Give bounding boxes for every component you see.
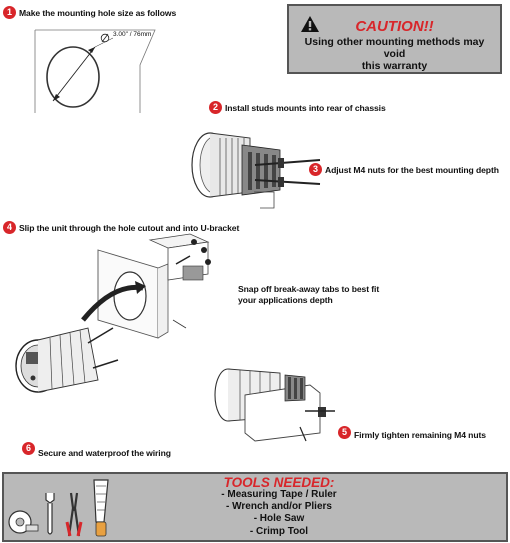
step-5-text: Firmly tighten remaining M4 nuts	[354, 430, 486, 440]
hole-diagram	[25, 25, 175, 115]
caution-line-2: this warranty	[361, 60, 428, 72]
step-5-badge: 5	[338, 426, 351, 439]
step-4-badge: 4	[3, 221, 16, 234]
hole-saw-icon	[90, 478, 112, 538]
snap-note	[238, 284, 379, 306]
tools-title: TOOLS NEEDED:	[223, 475, 335, 490]
tightening-illustration	[210, 355, 345, 445]
snap-note-line-2: your applications depth	[238, 295, 333, 305]
pliers-icon	[62, 492, 86, 538]
measuring-tape-icon	[8, 508, 38, 536]
snap-note-line-1: Snap off break-away tabs to best fit	[238, 284, 380, 294]
caution-line-1: Using other mounting methods may void	[304, 36, 485, 60]
step-6-badge: 6	[22, 442, 35, 455]
step-2-text: Install studs mounts into rear of chassis	[225, 103, 386, 113]
hole-dimension-label: 3.00" / 76mm	[113, 31, 152, 38]
step-3-badge: 3	[309, 163, 322, 176]
tool-item: - Wrench and/or Pliers	[226, 501, 332, 513]
installation-illustration	[8, 228, 233, 423]
tool-item: - Hole Saw	[253, 513, 305, 525]
chassis-studs-illustration	[180, 120, 330, 220]
caution-text	[293, 36, 496, 72]
step-4-text: Slip the unit through the hole cutout and into U-bracket	[19, 223, 240, 233]
step-2-badge: 2	[209, 101, 222, 114]
step-3-text: Adjust M4 nuts for the best mounting depth	[325, 165, 499, 175]
wrench-icon	[42, 492, 58, 536]
step-6-text: Secure and waterproof the wiring	[38, 448, 171, 458]
step-1-text: Make the mounting hole size as follows	[19, 8, 177, 18]
tools-list	[179, 489, 379, 538]
tools-needed-box	[2, 472, 508, 542]
caution-box	[287, 4, 502, 74]
tool-item: - Crimp Tool	[249, 525, 309, 537]
step-1-badge: 1	[3, 6, 16, 19]
tool-item: - Measuring Tape / Ruler	[221, 489, 337, 500]
caution-title: CAUTION!!	[355, 18, 434, 35]
